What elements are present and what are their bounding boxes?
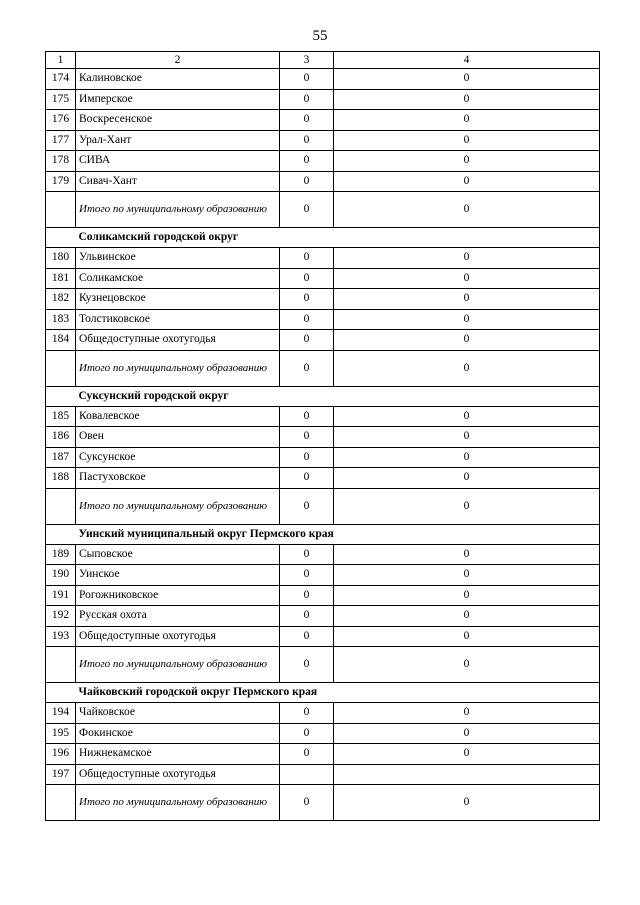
table-row [46, 89, 600, 110]
row-number: 197 [46, 764, 76, 785]
hunting-ground-name: Сивач-Хант [76, 171, 280, 192]
col-4-value: 0 [334, 268, 600, 289]
total-row [46, 350, 600, 386]
table-row [46, 544, 600, 565]
row-number: 191 [46, 585, 76, 606]
col-4-value: 0 [334, 606, 600, 627]
total-label: Итого по муниципальному образованию [76, 192, 280, 228]
hunting-ground-name: Пастуховское [76, 468, 280, 489]
hunting-ground-name: Фокинское [76, 723, 280, 744]
hunting-ground-name: Имперское [76, 89, 280, 110]
col-4-value: 0 [334, 468, 600, 489]
district-heading-row [46, 683, 600, 703]
table-row [46, 585, 600, 606]
hunting-ground-name: Сыповское [76, 544, 280, 565]
total-col-3-value: 0 [280, 488, 334, 524]
hunting-ground-name: Общедоступные охотугодья [76, 764, 280, 785]
col-3-value: 0 [280, 69, 334, 90]
table-row [46, 406, 600, 427]
total-col-4-value: 0 [334, 488, 600, 524]
table-row [46, 289, 600, 310]
row-number: 188 [46, 468, 76, 489]
total-col-4-value: 0 [334, 350, 600, 386]
row-number: 179 [46, 171, 76, 192]
header-col-4: 4 [334, 52, 600, 69]
header-col-3: 3 [280, 52, 334, 69]
col-3-value: 0 [280, 447, 334, 468]
table-row [46, 565, 600, 586]
col-4-value: 0 [334, 89, 600, 110]
hunting-ground-name: Рогожниковское [76, 585, 280, 606]
col-4-value: 0 [334, 447, 600, 468]
total-label: Итого по муниципальному образованию [76, 785, 280, 821]
hunting-ground-name: Суксунское [76, 447, 280, 468]
col-3-value: 0 [280, 468, 334, 489]
total-col-3-value: 0 [280, 785, 334, 821]
col-3-value: 0 [280, 248, 334, 269]
header-col-1: 1 [46, 52, 76, 69]
total-col-3-value: 0 [280, 192, 334, 228]
total-number-cell [46, 192, 76, 228]
row-number: 182 [46, 289, 76, 310]
row-number: 175 [46, 89, 76, 110]
col-4-value: 0 [334, 626, 600, 647]
row-number: 185 [46, 406, 76, 427]
row-number: 178 [46, 151, 76, 172]
hunting-ground-name: Калиновское [76, 69, 280, 90]
col-4-value: 0 [334, 69, 600, 90]
district-heading-row [46, 386, 600, 406]
table-row [46, 606, 600, 627]
total-col-3-value: 0 [280, 350, 334, 386]
hunting-ground-name: Чайковское [76, 703, 280, 724]
col-4-value: 0 [334, 330, 600, 351]
col-4-value: 0 [334, 703, 600, 724]
table-row [46, 268, 600, 289]
col-4-value: 0 [334, 151, 600, 172]
col-3-value: 0 [280, 544, 334, 565]
table-row [46, 171, 600, 192]
col-3-value: 0 [280, 565, 334, 586]
col-4-value: 0 [334, 544, 600, 565]
total-label: Итого по муниципальному образованию [76, 488, 280, 524]
hunting-ground-name: Русская охота [76, 606, 280, 627]
table-row [46, 744, 600, 765]
total-number-cell [46, 785, 76, 821]
hunting-grounds-table [45, 51, 600, 821]
table-row [46, 703, 600, 724]
table-row [46, 130, 600, 151]
table-body [46, 52, 600, 821]
col-4-value: 0 [334, 289, 600, 310]
col-3-value: 0 [280, 309, 334, 330]
row-number: 187 [46, 447, 76, 468]
hunting-ground-name: Толстиковское [76, 309, 280, 330]
table-row [46, 723, 600, 744]
row-number: 194 [46, 703, 76, 724]
row-number: 196 [46, 744, 76, 765]
col-3-value: 0 [280, 171, 334, 192]
row-number: 193 [46, 626, 76, 647]
table-row [46, 468, 600, 489]
district-number-cell [46, 386, 76, 406]
row-number: 189 [46, 544, 76, 565]
district-heading-row [46, 228, 600, 248]
row-number: 180 [46, 248, 76, 269]
col-4-value: 0 [334, 427, 600, 448]
hunting-ground-name: Ульвинское [76, 248, 280, 269]
col-4-value: 0 [334, 248, 600, 269]
col-4-value: 0 [334, 744, 600, 765]
total-number-cell [46, 647, 76, 683]
hunting-ground-name: Общедоступные охотугодья [76, 330, 280, 351]
hunting-ground-name: СИВА [76, 151, 280, 172]
table-row [46, 764, 600, 785]
hunting-ground-name: Соликамское [76, 268, 280, 289]
row-number: 184 [46, 330, 76, 351]
col-3-value: 0 [280, 744, 334, 765]
col-3-value: 0 [280, 585, 334, 606]
col-4-value: 0 [334, 110, 600, 131]
table-row [46, 248, 600, 269]
district-title: Уинский муниципальный округ Пермского края [76, 524, 600, 544]
hunting-ground-name: Общедоступные охотугодья [76, 626, 280, 647]
hunting-ground-name: Кузнецовское [76, 289, 280, 310]
total-row [46, 785, 600, 821]
hunting-ground-name: Ковалевское [76, 406, 280, 427]
total-row [46, 647, 600, 683]
row-number: 186 [46, 427, 76, 448]
page-number: 55 [312, 28, 328, 44]
total-row [46, 192, 600, 228]
total-label: Итого по муниципальному образованию [76, 647, 280, 683]
row-number: 183 [46, 309, 76, 330]
col-4-value: 0 [334, 406, 600, 427]
table-row [46, 330, 600, 351]
district-number-cell [46, 683, 76, 703]
col-3-value: 0 [280, 703, 334, 724]
table-row [46, 110, 600, 131]
col-3-value: 0 [280, 89, 334, 110]
row-number: 195 [46, 723, 76, 744]
total-col-4-value: 0 [334, 647, 600, 683]
col-3-value: 0 [280, 268, 334, 289]
row-number: 177 [46, 130, 76, 151]
total-number-cell [46, 488, 76, 524]
col-3-value: 0 [280, 289, 334, 310]
col-4-value: 0 [334, 585, 600, 606]
row-number: 176 [46, 110, 76, 131]
col-3-value: 0 [280, 427, 334, 448]
col-3-value: 0 [280, 130, 334, 151]
hunting-ground-name: Воскресенское [76, 110, 280, 131]
total-col-3-value: 0 [280, 647, 334, 683]
total-col-4-value: 0 [334, 785, 600, 821]
col-3-value: 0 [280, 406, 334, 427]
header-row [46, 52, 600, 69]
district-title: Соликамский городской округ [76, 228, 600, 248]
district-number-cell [46, 228, 76, 248]
table-row [46, 626, 600, 647]
table-row [46, 309, 600, 330]
table-row [46, 151, 600, 172]
col-3-value: 0 [280, 110, 334, 131]
district-heading-row [46, 524, 600, 544]
hunting-ground-name: Уинское [76, 565, 280, 586]
row-number: 181 [46, 268, 76, 289]
col-3-value: 0 [280, 723, 334, 744]
col-3-value: 0 [280, 151, 334, 172]
total-row [46, 488, 600, 524]
col-4-value: 0 [334, 171, 600, 192]
row-number: 192 [46, 606, 76, 627]
total-number-cell [46, 350, 76, 386]
col-3-value: 0 [280, 606, 334, 627]
total-col-4-value: 0 [334, 192, 600, 228]
table-row [46, 427, 600, 448]
col-4-value [334, 764, 600, 785]
table-row [46, 447, 600, 468]
district-title: Чайковский городской округ Пермского края [76, 683, 600, 703]
district-number-cell [46, 524, 76, 544]
col-3-value [280, 764, 334, 785]
total-label: Итого по муниципальному образованию [76, 350, 280, 386]
header-col-2: 2 [76, 52, 280, 69]
col-4-value: 0 [334, 309, 600, 330]
col-4-value: 0 [334, 565, 600, 586]
col-3-value: 0 [280, 626, 334, 647]
col-4-value: 0 [334, 723, 600, 744]
col-4-value: 0 [334, 130, 600, 151]
row-number: 174 [46, 69, 76, 90]
hunting-ground-name: Нижнекамское [76, 744, 280, 765]
table-row [46, 69, 600, 90]
hunting-ground-name: Овен [76, 427, 280, 448]
hunting-ground-name: Урал-Хант [76, 130, 280, 151]
row-number: 190 [46, 565, 76, 586]
district-title: Суксунский городской округ [76, 386, 600, 406]
col-3-value: 0 [280, 330, 334, 351]
